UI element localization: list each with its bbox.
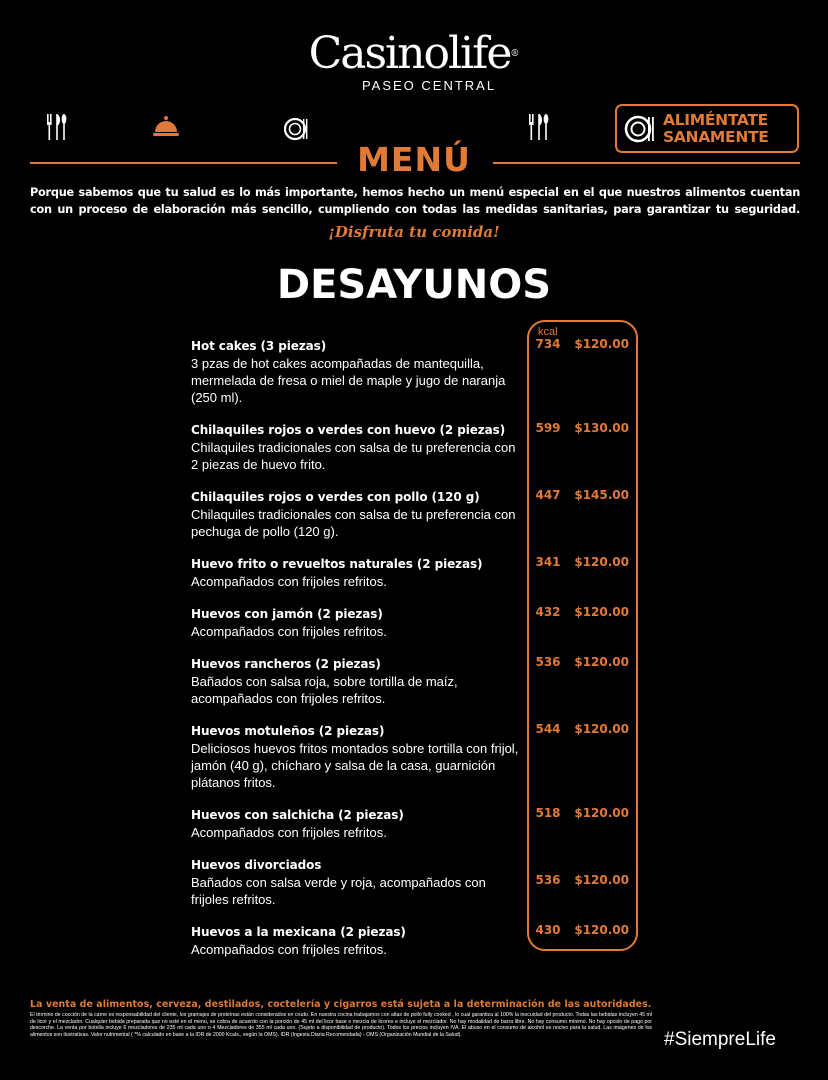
menu-item	[191, 422, 521, 473]
menu-item	[191, 489, 521, 540]
item-name: Huevos con jamón (2 piezas)	[191, 607, 383, 621]
logo-wordmark	[0, 28, 828, 80]
item-kcal: 430	[535, 923, 561, 937]
logo-registered-mark: ®	[510, 49, 520, 59]
intro-line-2: con un proceso de elaboración más sencillo, cumpliendo con todas las medidas sanitarias, para garantizar tu seguridad.	[30, 203, 800, 216]
item-kcal: 536	[535, 655, 561, 669]
menu-item	[191, 606, 521, 640]
item-kcal: 536	[535, 873, 561, 887]
badge-line-2: SANAMENTE	[663, 128, 769, 146]
legal-notice-title: La venta de alimentos, cerveza, destilados, coctelería y cigarros está sujeta a la determinación de las autoridades.	[30, 999, 652, 1010]
item-kcal: 734	[535, 337, 561, 351]
item-description: Chilaquiles tradicionales con salsa de tu preferencia con pechuga de pollo (120 g).	[191, 507, 516, 539]
divider-left	[30, 162, 337, 164]
hashtag: #SiempreLife	[664, 1029, 776, 1050]
menu-item	[191, 924, 521, 958]
plate-utensils-icon	[284, 116, 310, 150]
item-description: Acompañados con frijoles refritos.	[191, 825, 387, 840]
item-name: Huevos divorciados	[191, 858, 322, 872]
item-price: $120.00	[574, 605, 629, 619]
menu-item	[191, 807, 521, 841]
menu-title: MENÚ	[357, 140, 471, 179]
item-kcal: 599	[535, 421, 561, 435]
cloche-icon	[152, 114, 180, 148]
logo-text: Casinolife	[308, 28, 511, 79]
item-price: $120.00	[574, 806, 629, 820]
item-description: Bañados con salsa verde y roja, acompañados con frijoles refritos.	[191, 875, 486, 907]
item-name: Huevos rancheros (2 piezas)	[191, 657, 381, 671]
kcal-header: kcal	[538, 326, 558, 338]
item-price: $120.00	[574, 555, 629, 569]
item-description: Deliciosos huevos fritos montados sobre tortilla con frijol, jamón (40 g), chícharo y salsa de la casa, guarnición plátanos fritos.	[191, 741, 519, 790]
item-name: Huevos con salchicha (2 piezas)	[191, 808, 404, 822]
item-price: $120.00	[574, 337, 629, 351]
item-name: Hot cakes (3 piezas)	[191, 339, 327, 353]
item-description: Acompañados con frijoles refritos.	[191, 574, 387, 589]
item-kcal: 341	[535, 555, 561, 569]
badge-line-1: ALIMÉNTATE	[663, 111, 768, 129]
item-name: Huevo frito o revueltos naturales (2 piezas)	[191, 557, 483, 571]
brand-logo	[0, 28, 828, 93]
utensils-icon	[528, 112, 550, 146]
healthy-eating-badge	[615, 104, 799, 153]
menu-item	[191, 723, 521, 791]
kcal-price-column	[527, 320, 638, 951]
item-price: $120.00	[574, 923, 629, 937]
utensils-icon	[46, 112, 68, 146]
location-name: PASEO CENTRAL	[361, 78, 497, 93]
item-kcal: 447	[535, 488, 561, 502]
item-name: Chilaquiles rojos o verdes con huevo (2 piezas)	[191, 423, 506, 437]
item-price: $120.00	[574, 873, 629, 887]
item-description: Chilaquiles tradicionales con salsa de tu preferencia con 2 piezas de huevo frito.	[191, 440, 516, 472]
item-kcal: 544	[535, 722, 561, 736]
menu-item	[191, 857, 521, 908]
item-name: Huevos motuleños (2 piezas)	[191, 724, 385, 738]
intro-line-1: Porque sabemos que tu salud es lo más importante, hemos hecho un menú especial en el que nuestros alimentos cuentan	[30, 186, 800, 199]
item-kcal: 432	[535, 605, 561, 619]
item-description: Acompañados con frijoles refritos.	[191, 624, 387, 639]
item-description: Acompañados con frijoles refritos.	[191, 942, 387, 957]
legal-notice-text: El término de cocción de la carne es responsabilidad del cliente, los gramajes de proteínas están considerados en crudo. En nuestra cocina trabajamos con altas de pollo fully cooked , lo cual garantiza al 100% la inocuidad del producto. Todas las bebidas incluyen 45 ml de licor y el mezclador. Cualquier bebida preparada que no esté en el menú, se cobra de acuerdo con la porción de 45 ml del licor base o mezcla de licores e incluye el mezclador. No hay modalidad de barra libre. No hay consumo mínimo. No hay opción de pago por descorche. La venta por botella incluye 6 mezcladores de 235 ml cada uno o 4 Mezcladores de 355 ml cada uno. (Sujeto a disponibilidad de producto). Todos los precios incluyen IVA. El abuso en el consumo de alcohol es nocivo para la salud. Las imágenes de los alimentos son ilustrativas. Valor nutrimental ( *% calculado en base a la IDR de 2000 Kcals., según la OMS). IDR (Ingesta Diaria Recomendada) - OMS (Organización Mundial de la Salud).	[30, 1012, 652, 1038]
item-kcal: 518	[535, 806, 561, 820]
menu-item	[191, 656, 521, 707]
item-price: $120.00	[574, 722, 629, 736]
plate-utensils-icon	[624, 114, 656, 148]
item-description: 3 pzas de hot cakes acompañadas de mantequilla, mermelada de fresa o miel de maple y jugo de naranja (250 ml).	[191, 356, 506, 405]
item-price: $120.00	[574, 655, 629, 669]
item-description: Bañados con salsa roja, sobre tortilla de maíz, acompañados con frijoles refritos.	[191, 674, 458, 706]
section-title: DESAYUNOS	[276, 262, 552, 308]
badge-label	[663, 112, 769, 146]
item-price: $145.00	[574, 488, 629, 502]
menu-item	[191, 556, 521, 590]
item-name: Chilaquiles rojos o verdes con pollo (120 g)	[191, 490, 480, 504]
item-name: Huevos a la mexicana (2 piezas)	[191, 925, 406, 939]
item-price: $130.00	[574, 421, 629, 435]
menu-item	[191, 338, 521, 406]
tagline: ¡Disfruta tu comida!	[328, 223, 500, 241]
intro-text	[30, 184, 800, 218]
divider-right	[493, 162, 800, 164]
